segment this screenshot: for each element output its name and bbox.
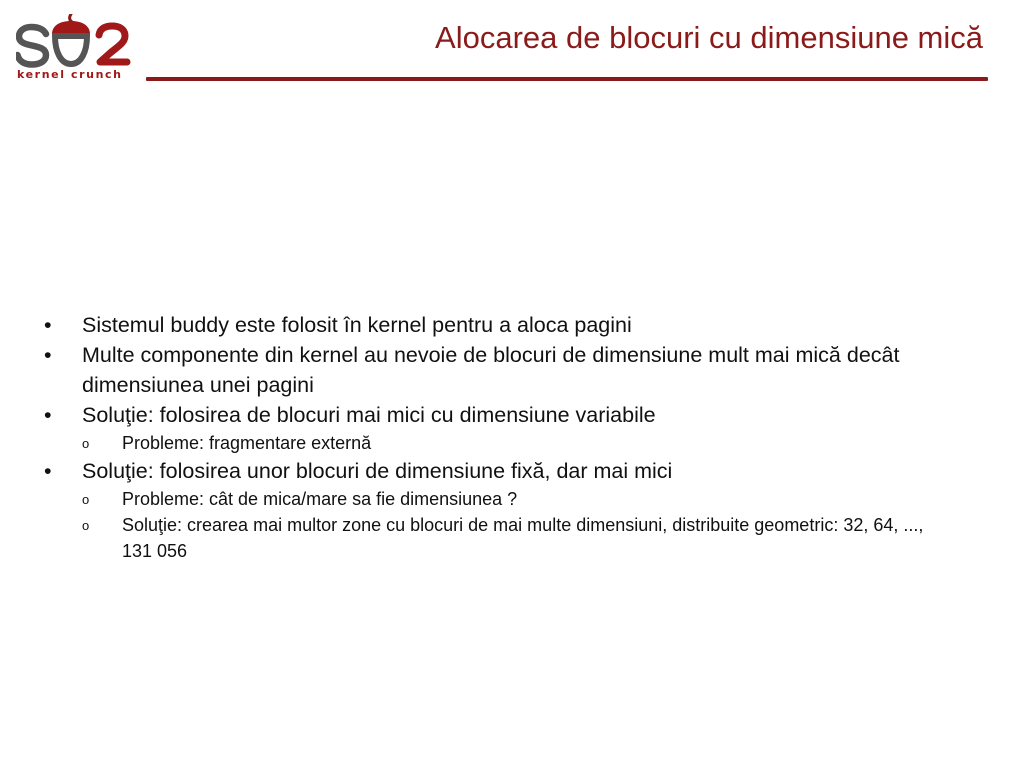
sub-list-wrapper (44, 430, 984, 456)
sub-bullet-text: Probleme: fragmentare externă (122, 433, 372, 453)
bullet-text: Soluţie: folosirea unor blocuri de dimensiune fixă, dar mai mici (82, 459, 673, 483)
slide-title: Alocarea de blocuri cu dimensiune mică (435, 20, 983, 55)
bullet-item (44, 456, 984, 486)
bullet-text: Sistemul buddy este folosit în kernel pentru a aloca pagini (82, 313, 632, 337)
sub-bullet-marker: o (82, 518, 90, 533)
sub-bullet-text: Probleme: cât de mica/mare sa fie dimensiunea ? (122, 489, 518, 509)
sub-bullet-list (44, 430, 984, 456)
bullet-marker: • (44, 313, 52, 337)
so2-logo (16, 14, 134, 84)
sub-bullet-marker: o (82, 436, 90, 451)
acorn-icon (52, 14, 90, 64)
sub-bullet-item (82, 430, 924, 456)
sub-bullet-item (82, 486, 924, 512)
bullet-marker: • (44, 459, 52, 483)
sub-bullet-item (82, 512, 924, 564)
bullet-list (44, 310, 984, 564)
logo-tagline: kernel crunch (17, 68, 123, 81)
so2-logo-graphic (16, 14, 134, 70)
sub-bullet-text: Soluţie: crearea mai multor zone cu blocuri de mai multe dimensiuni, distribuite geometric: 32, 64, ..., 131 056 (122, 515, 924, 561)
bullet-item (44, 340, 984, 400)
title-divider (146, 77, 988, 81)
bullet-text: Multe componente din kernel au nevoie de blocuri de dimensiune mult mai mică decât dimensiunea unei pagini (82, 343, 900, 397)
slide-content (44, 310, 984, 564)
bullet-text: Soluţie: folosirea de blocuri mai mici cu dimensiune variabile (82, 403, 656, 427)
sub-bullet-list (44, 486, 984, 564)
bullet-item (44, 400, 984, 430)
sub-list-wrapper (44, 486, 984, 564)
bullet-marker: • (44, 343, 52, 367)
sub-bullet-marker: o (82, 492, 90, 507)
bullet-marker: • (44, 403, 52, 427)
bullet-item (44, 310, 984, 340)
